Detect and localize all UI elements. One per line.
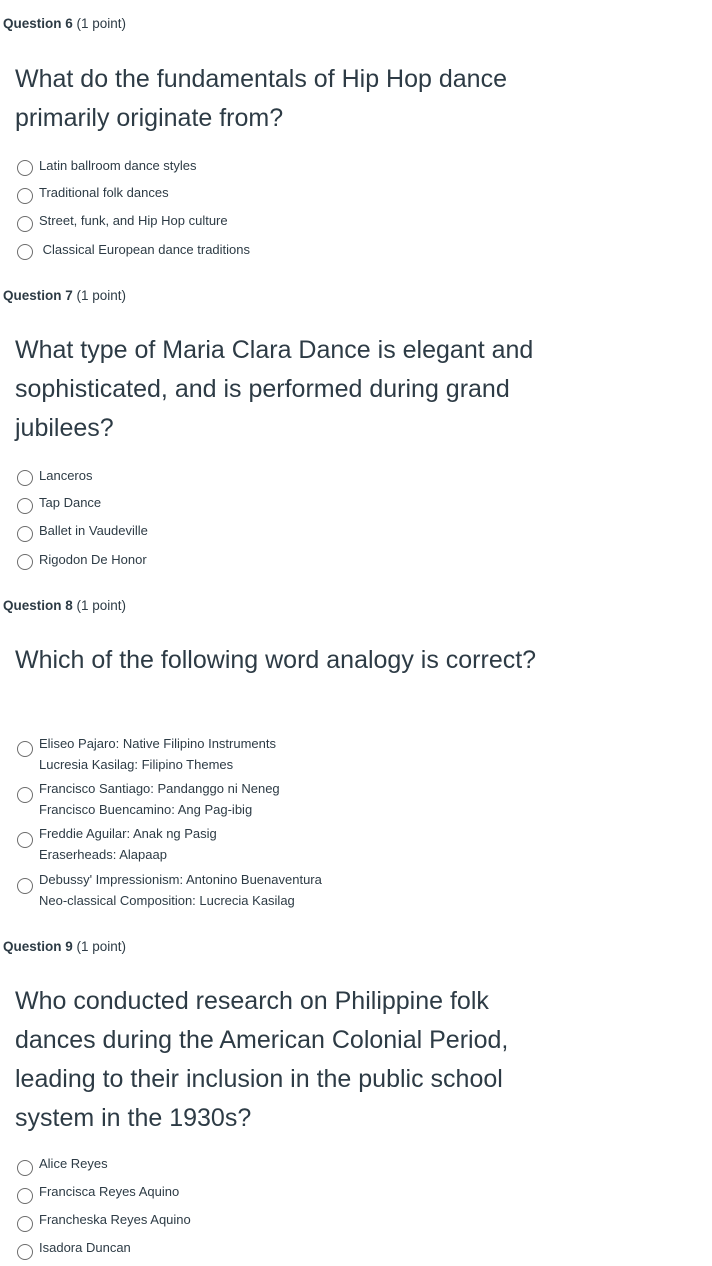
question-text: What type of Maria Clara Dance is elegant and sophisticated, and is performed during grand jubilees? xyxy=(15,336,534,442)
radio-button[interactable] xyxy=(17,1188,33,1204)
question-header xyxy=(3,288,126,303)
question-text: What do the fundamentals of Hip Hop dance primarily originate from? xyxy=(15,65,507,132)
radio-button[interactable] xyxy=(17,787,33,803)
option-label: Alice Reyes xyxy=(39,1156,108,1171)
option-label: Tap Dance xyxy=(39,495,102,510)
option-label: Ballet in Vaudeville xyxy=(39,523,148,538)
question-points: (1 point) xyxy=(76,939,127,954)
radio-button[interactable] xyxy=(17,498,33,514)
radio-button[interactable] xyxy=(17,832,33,848)
option-label: Eliseo Pajaro: Native Filipino Instruments Lucresia Kasilag: Filipino Themes xyxy=(39,736,276,772)
option-label: Francisca Reyes Aquino xyxy=(39,1184,180,1199)
question-points: (1 point) xyxy=(76,288,127,303)
radio-button[interactable] xyxy=(17,526,33,542)
question-header xyxy=(3,16,126,31)
question-text: Who conducted research on Philippine folk dances during the American Colonial Period, leading to their inclusion in the public school system in the 1930s? xyxy=(15,987,509,1132)
radio-button[interactable] xyxy=(17,1244,33,1260)
option-label: Debussy' Impressionism: Antonino Buenaventura Neo-classical Composition: Lucrecia Kasilag xyxy=(39,872,322,908)
question-header xyxy=(3,939,126,954)
question-number: Question 7 xyxy=(3,288,73,303)
option-label: Freddie Aguilar: Anak ng Pasig Eraserheads: Alapaap xyxy=(39,826,217,862)
radio-button[interactable] xyxy=(17,741,33,757)
radio-button[interactable] xyxy=(17,554,33,570)
radio-button[interactable] xyxy=(17,160,33,176)
option-label: Latin ballroom dance styles xyxy=(39,158,197,173)
option-label: Isadora Duncan xyxy=(39,1240,131,1255)
option-label: Francheska Reyes Aquino xyxy=(39,1212,191,1227)
radio-button[interactable] xyxy=(17,878,33,894)
question-header xyxy=(3,598,126,613)
option-label: Traditional folk dances xyxy=(39,185,169,200)
question-text: Which of the following word analogy is correct? xyxy=(15,646,537,674)
option-label: Rigodon De Honor xyxy=(39,552,147,567)
radio-button[interactable] xyxy=(17,470,33,486)
option-label: Classical European dance traditions xyxy=(39,242,251,257)
question-number: Question 8 xyxy=(3,598,73,613)
question-number: Question 6 xyxy=(3,16,73,31)
radio-button[interactable] xyxy=(17,1216,33,1232)
option-label: Street, funk, and Hip Hop culture xyxy=(39,213,228,228)
question-number: Question 9 xyxy=(3,939,73,954)
option-label: Lanceros xyxy=(39,468,93,483)
option-label: Francisco Santiago: Pandanggo ni Neneg Francisco Buencamino: Ang Pag-ibig xyxy=(39,781,280,817)
radio-button[interactable] xyxy=(17,188,33,204)
question-points: (1 point) xyxy=(76,16,127,31)
radio-button[interactable] xyxy=(17,244,33,260)
radio-button[interactable] xyxy=(17,1160,33,1176)
radio-button[interactable] xyxy=(17,216,33,232)
question-points: (1 point) xyxy=(76,598,127,613)
